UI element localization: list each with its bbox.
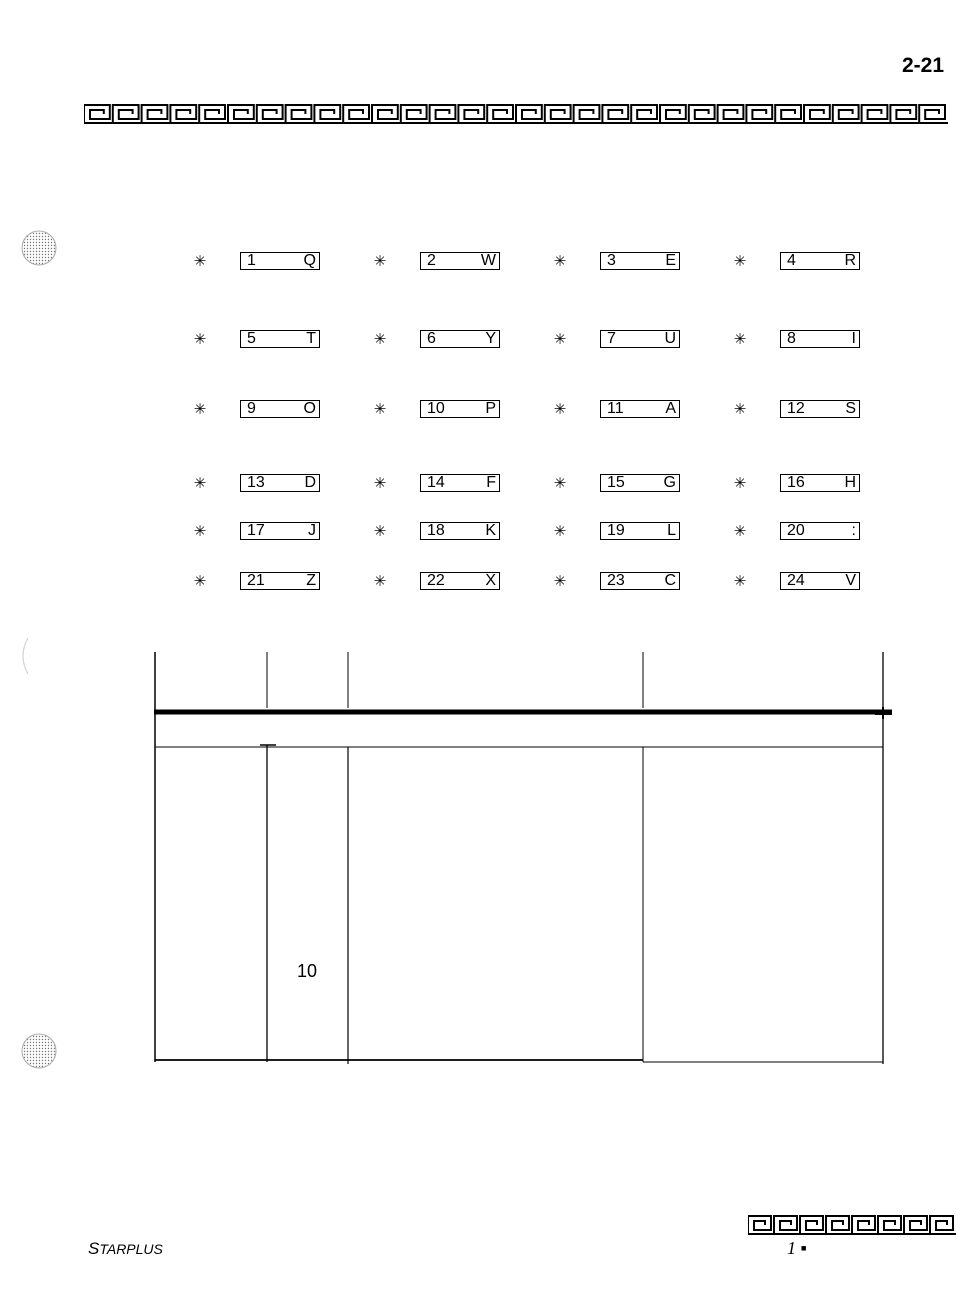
key-letter: H bbox=[844, 474, 856, 491]
key-number: 8 bbox=[787, 330, 796, 347]
key-number: 13 bbox=[247, 474, 265, 491]
key-number: 6 bbox=[427, 330, 436, 347]
key-box bbox=[240, 522, 320, 540]
asterisk-icon: ✳ bbox=[733, 474, 747, 492]
asterisk-icon: ✳ bbox=[733, 330, 747, 348]
meander-segment bbox=[775, 105, 804, 123]
key-number: 24 bbox=[787, 572, 805, 589]
meander-segment bbox=[142, 105, 171, 123]
key-item bbox=[190, 326, 316, 352]
asterisk-icon: ✳ bbox=[193, 522, 207, 540]
key-item bbox=[370, 518, 496, 544]
key-letter: D bbox=[304, 474, 316, 491]
key-number: 11 bbox=[607, 400, 624, 417]
footer-brand-rest: TARPLUS bbox=[99, 1241, 163, 1257]
key-item bbox=[370, 470, 496, 496]
table-cell-value: 10 bbox=[297, 961, 318, 981]
key-number: 12 bbox=[787, 400, 805, 417]
key-box bbox=[600, 522, 680, 540]
key-letter: I bbox=[851, 330, 856, 347]
meander-segment bbox=[545, 105, 574, 123]
key-item bbox=[190, 248, 316, 274]
key-number: 4 bbox=[787, 252, 796, 269]
key-number: 3 bbox=[607, 252, 616, 269]
key-box bbox=[240, 330, 320, 348]
meander-segment bbox=[748, 1216, 774, 1234]
asterisk-icon: ✳ bbox=[193, 572, 207, 590]
blank-table bbox=[154, 652, 894, 1072]
key-number: 10 bbox=[427, 400, 445, 417]
key-box bbox=[240, 400, 320, 418]
key-letter: U bbox=[664, 330, 676, 347]
key-number: 18 bbox=[427, 522, 445, 539]
meander-segment bbox=[804, 105, 833, 123]
key-number: 14 bbox=[427, 474, 445, 491]
meander-segment bbox=[257, 105, 286, 123]
key-box bbox=[780, 474, 860, 492]
meander-segment bbox=[199, 105, 228, 123]
key-letter: R bbox=[844, 252, 856, 269]
key-number: 21 bbox=[247, 572, 265, 589]
key-letter: E bbox=[665, 252, 676, 269]
key-item bbox=[550, 470, 676, 496]
greek-key-border-top bbox=[84, 103, 950, 125]
key-box bbox=[780, 252, 860, 270]
key-box bbox=[780, 522, 860, 540]
key-box bbox=[780, 400, 860, 418]
meander-segment bbox=[314, 105, 343, 123]
key-letter: Z bbox=[306, 572, 316, 589]
footer-brand bbox=[88, 1239, 163, 1259]
footer-page-mark: 1 ▪ bbox=[787, 1238, 807, 1258]
meander-segment bbox=[746, 105, 775, 123]
key-letter: : bbox=[851, 522, 856, 539]
key-box bbox=[420, 474, 500, 492]
key-letter: Q bbox=[303, 252, 316, 269]
asterisk-icon: ✳ bbox=[553, 252, 567, 270]
meander-segment bbox=[286, 105, 315, 123]
key-item bbox=[730, 470, 856, 496]
key-item bbox=[190, 518, 316, 544]
meander-segment bbox=[487, 105, 516, 123]
key-letter: W bbox=[480, 252, 496, 269]
key-letter: V bbox=[845, 572, 856, 589]
key-assignment-grid bbox=[190, 248, 880, 598]
key-box bbox=[600, 572, 680, 590]
asterisk-icon: ✳ bbox=[553, 522, 567, 540]
key-box bbox=[240, 572, 320, 590]
key-item bbox=[730, 518, 856, 544]
meander-segment bbox=[689, 105, 718, 123]
meander-segment bbox=[574, 105, 603, 123]
key-item bbox=[550, 396, 676, 422]
meander-segment bbox=[372, 105, 401, 123]
key-box bbox=[780, 572, 860, 590]
key-number: 17 bbox=[247, 522, 265, 539]
key-item bbox=[550, 568, 676, 594]
meander-segment bbox=[84, 105, 113, 123]
key-box bbox=[420, 400, 500, 418]
key-letter: J bbox=[308, 522, 316, 539]
asterisk-icon: ✳ bbox=[733, 522, 747, 540]
key-letter: C bbox=[664, 572, 676, 589]
key-letter: X bbox=[485, 572, 496, 589]
key-box bbox=[600, 252, 680, 270]
asterisk-icon: ✳ bbox=[373, 572, 387, 590]
key-letter: G bbox=[663, 474, 676, 491]
meander-segment bbox=[516, 105, 545, 123]
key-letter: P bbox=[485, 400, 496, 417]
asterisk-icon: ✳ bbox=[553, 330, 567, 348]
key-box bbox=[600, 330, 680, 348]
key-number: 16 bbox=[787, 474, 805, 491]
key-box bbox=[420, 572, 500, 590]
key-item bbox=[730, 568, 856, 594]
meander-segment bbox=[401, 105, 430, 123]
asterisk-icon: ✳ bbox=[193, 474, 207, 492]
key-item bbox=[370, 326, 496, 352]
meander-segment bbox=[800, 1216, 826, 1234]
meander-segment bbox=[228, 105, 257, 123]
key-letter: F bbox=[486, 474, 496, 491]
meander-segment bbox=[878, 1216, 904, 1234]
key-box bbox=[420, 330, 500, 348]
key-letter: K bbox=[485, 522, 496, 539]
key-box bbox=[780, 330, 860, 348]
key-letter: A bbox=[665, 400, 676, 417]
key-item bbox=[370, 248, 496, 274]
asterisk-icon: ✳ bbox=[373, 330, 387, 348]
key-item bbox=[370, 568, 496, 594]
key-number: 15 bbox=[607, 474, 625, 491]
asterisk-icon: ✳ bbox=[553, 474, 567, 492]
punch-hole-lower bbox=[20, 1032, 58, 1070]
footer-brand-initial: S bbox=[88, 1239, 100, 1258]
key-item bbox=[190, 568, 316, 594]
asterisk-icon: ✳ bbox=[193, 330, 207, 348]
asterisk-icon: ✳ bbox=[373, 400, 387, 418]
key-item bbox=[190, 470, 316, 496]
meander-segment bbox=[826, 1216, 852, 1234]
asterisk-icon: ✳ bbox=[373, 252, 387, 270]
key-letter: S bbox=[845, 400, 856, 417]
key-box bbox=[600, 400, 680, 418]
key-number: 19 bbox=[607, 522, 625, 539]
meander-segment bbox=[430, 105, 459, 123]
meander-segment bbox=[343, 105, 372, 123]
key-number: 23 bbox=[607, 572, 625, 589]
key-box bbox=[240, 474, 320, 492]
asterisk-icon: ✳ bbox=[193, 400, 207, 418]
meander-segment bbox=[602, 105, 631, 123]
page-number: 2-21 bbox=[902, 54, 945, 77]
key-letter: Y bbox=[485, 330, 496, 347]
meander-segment bbox=[660, 105, 689, 123]
punch-hole-upper bbox=[20, 229, 58, 267]
asterisk-icon: ✳ bbox=[733, 252, 747, 270]
meander-segment bbox=[458, 105, 487, 123]
key-box bbox=[420, 522, 500, 540]
asterisk-icon: ✳ bbox=[733, 572, 747, 590]
meander-segment bbox=[862, 105, 891, 123]
meander-segment bbox=[930, 1216, 956, 1234]
asterisk-icon: ✳ bbox=[553, 572, 567, 590]
asterisk-icon: ✳ bbox=[733, 400, 747, 418]
meander-segment bbox=[718, 105, 747, 123]
key-number: 7 bbox=[607, 330, 616, 347]
key-number: 20 bbox=[787, 522, 805, 539]
meander-segment bbox=[170, 105, 199, 123]
meander-segment bbox=[904, 1216, 930, 1234]
key-item bbox=[730, 396, 856, 422]
meander-segment bbox=[833, 105, 862, 123]
key-item bbox=[190, 396, 316, 422]
key-number: 2 bbox=[427, 252, 436, 269]
meander-segment bbox=[852, 1216, 878, 1234]
meander-segment bbox=[919, 105, 948, 123]
key-item bbox=[370, 396, 496, 422]
key-item bbox=[550, 326, 676, 352]
meander-segment bbox=[631, 105, 660, 123]
meander-segment bbox=[890, 105, 919, 123]
key-number: 9 bbox=[247, 400, 256, 417]
key-box bbox=[240, 252, 320, 270]
punch-hole-faint bbox=[14, 636, 34, 676]
key-box bbox=[600, 474, 680, 492]
key-item bbox=[730, 248, 856, 274]
key-letter: O bbox=[303, 400, 316, 417]
key-item bbox=[550, 248, 676, 274]
asterisk-icon: ✳ bbox=[193, 252, 207, 270]
meander-segment bbox=[113, 105, 142, 123]
greek-key-border-bottom bbox=[748, 1214, 960, 1236]
key-letter: T bbox=[306, 330, 316, 347]
meander-segment bbox=[774, 1216, 800, 1234]
key-number: 22 bbox=[427, 572, 445, 589]
key-number: 5 bbox=[247, 330, 256, 347]
key-number: 1 bbox=[247, 252, 256, 269]
key-item bbox=[730, 326, 856, 352]
key-item bbox=[550, 518, 676, 544]
key-letter: L bbox=[667, 522, 676, 539]
asterisk-icon: ✳ bbox=[373, 522, 387, 540]
key-box bbox=[420, 252, 500, 270]
asterisk-icon: ✳ bbox=[553, 400, 567, 418]
asterisk-icon: ✳ bbox=[373, 474, 387, 492]
